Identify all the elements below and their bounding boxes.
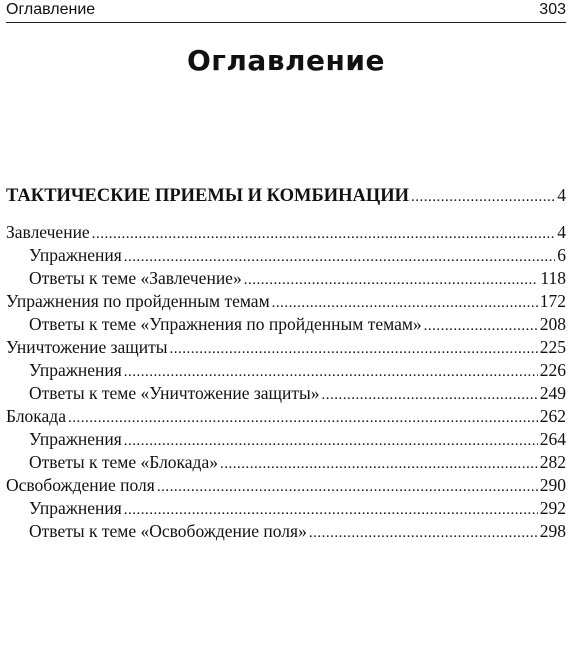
toc-entry-page: 118 (540, 268, 566, 288)
toc-dot-leader (124, 244, 556, 269)
toc-dot-leader (220, 451, 538, 476)
toc-entry-chapter (6, 290, 566, 313)
toc-entry-section (6, 359, 566, 382)
toc-entry-label: Упражнения (29, 245, 122, 265)
running-header (6, 0, 566, 23)
toc-dot-leader (170, 336, 538, 361)
toc-entry-page: 172 (539, 291, 566, 311)
toc-entry-label: Ответы к теме «Блокада» (29, 452, 218, 472)
toc-dot-leader (124, 428, 538, 453)
toc-entry-page: 249 (539, 383, 566, 403)
toc-entry-chapter (6, 336, 566, 359)
toc-entry-page: 225 (539, 337, 566, 357)
toc-entry-part (6, 184, 566, 207)
toc-entry-page: 4 (557, 185, 566, 205)
toc-dot-leader (68, 405, 538, 430)
toc-entry-page: 298 (539, 521, 566, 541)
toc-dot-leader (244, 267, 539, 292)
toc-dot-leader (272, 290, 538, 315)
toc-entry-label: Освобождение поля (6, 475, 155, 495)
toc-entry-section (6, 267, 566, 290)
toc-entry-section (6, 497, 566, 520)
toc-entry-label: Упражнения (29, 360, 122, 380)
toc-entry-section (6, 382, 566, 405)
toc-entry-page: 262 (539, 406, 566, 426)
toc-entry-page: 226 (539, 360, 566, 380)
toc-dot-leader (411, 184, 555, 209)
toc-dot-leader (309, 520, 538, 545)
toc-entry-label: Упражнения (29, 498, 122, 518)
toc-entry-page: 4 (557, 222, 566, 242)
table-of-contents (6, 184, 566, 543)
toc-entry-label: Ответы к теме «Завлечение» (29, 268, 242, 288)
toc-dot-leader (124, 359, 538, 384)
toc-dot-leader (124, 497, 538, 522)
running-header-title: Оглавление (6, 1, 96, 18)
toc-entry-label: Завлечение (6, 222, 90, 242)
toc-entry-page: 292 (539, 498, 566, 518)
toc-entry-label: Ответы к теме «Освобождение поля» (29, 521, 307, 541)
toc-entry-label: ТАКТИЧЕСКИЕ ПРИЕМЫ И КОМБИНАЦИИ (6, 186, 409, 206)
toc-entry-chapter (6, 474, 566, 497)
toc-entry-page: 264 (539, 429, 566, 449)
toc-dot-leader (322, 382, 538, 407)
toc-entry-chapter (6, 405, 566, 428)
toc-entry-label: Ответы к теме «Упражнения по пройденным темам» (29, 314, 422, 334)
toc-entry-label: Блокада (6, 406, 66, 426)
toc-dot-leader (424, 313, 538, 338)
page-title: Оглавление (186, 44, 385, 77)
toc-entry-label: Уничтожение защиты (6, 337, 168, 357)
toc-entry-label: Ответы к теме «Уничтожение защиты» (29, 383, 320, 403)
toc-entry-section (6, 520, 566, 543)
page-number: 303 (539, 1, 566, 18)
toc-entry-label: Упражнения (29, 429, 122, 449)
toc-entry-page: 282 (539, 452, 566, 472)
toc-entry-section (6, 451, 566, 474)
toc-entry-page: 6 (557, 245, 566, 265)
toc-entry-chapter (6, 221, 566, 244)
toc-entry-label: Упражнения по пройденным темам (6, 291, 270, 311)
toc-dot-leader (92, 221, 556, 246)
toc-entry-section (6, 313, 566, 336)
toc-entry-page: 290 (539, 475, 566, 495)
toc-dot-leader (157, 474, 538, 499)
toc-entry-section (6, 244, 566, 267)
toc-entry-page: 208 (539, 314, 566, 334)
toc-entry-section (6, 428, 566, 451)
